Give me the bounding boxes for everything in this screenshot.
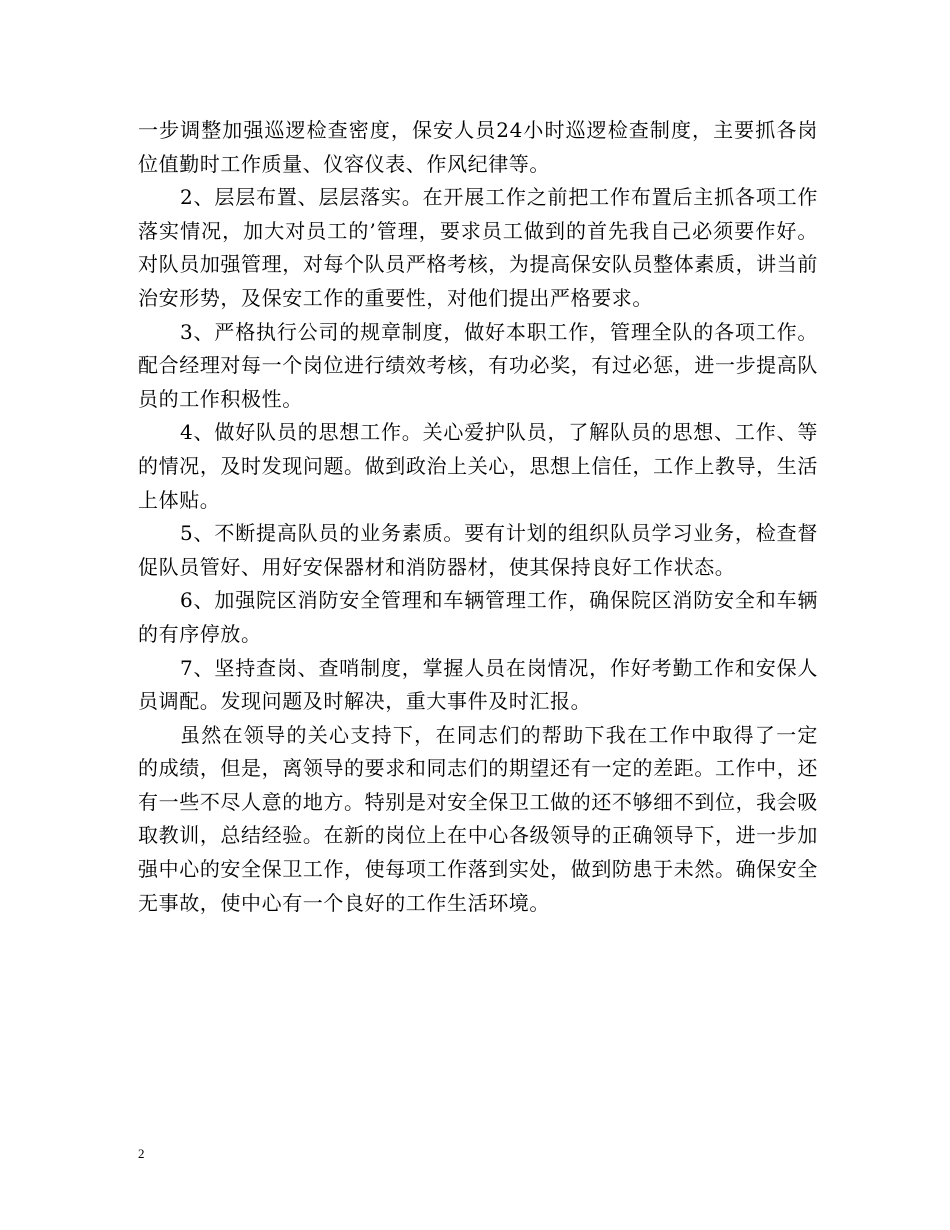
paragraph-item-4: 4、做好队员的思想工作。关心爱护队员，了解队员的思想、工作、等的情况，及时发现问题。做到政治上关心，思想上信任，工作上教导，生活上体贴。 bbox=[138, 420, 818, 512]
paragraph-item-6: 6、加强院区消防安全管理和车辆管理工作，确保院区消防安全和车辆的有序停放。 bbox=[138, 588, 818, 646]
paragraph-item-5: 5、不断提高队员的业务素质。要有计划的组织队员学习业务，检查督促队员管好、用好安保器材和消防器材，使其保持良好工作状态。 bbox=[138, 521, 818, 579]
paragraph-conclusion: 虽然在领导的关心支持下，在同志们的帮助下我在工作中取得了一定的成绩，但是，离领导的要求和同志们的期望还有一定的差距。工作中，还有一些不尽人意的地方。特别是对安全保卫工做的还不够细不到位，我会吸取教训，总结经验。在新的岗位上在中心各级领导的正确领导下，进一步加强中心的安全保卫工作，使每项工作落到实处，做到防患于未然。确保安全无事故，使中心有一个良好的工作生活环境。 bbox=[138, 722, 818, 915]
paragraph-item-2: 2、层层布置、层层落实。在开展工作之前把工作布置后主抓各项工作落实情况，加大对员工的’管理，要求员工做到的首先我自己必须要作好。对队员加强管理，对每个队员严格考核，为提高保安队员整体素质，讲当前治安形势，及保安工作的重要性，对他们提出严格要求。 bbox=[138, 185, 818, 310]
paragraph-item-3: 3、严格执行公司的规章制度，做好本职工作，管理全队的各项工作。配合经理对每一个岗位进行绩效考核，有功必奖，有过必惩，进一步提高队员的工作积极性。 bbox=[138, 319, 818, 411]
paragraph-item-7: 7、坚持查岗、查哨制度，掌握人员在岗情况，作好考勤工作和安保人员调配。发现问题及时解决，重大事件及时汇报。 bbox=[138, 655, 818, 714]
document-body bbox=[138, 114, 818, 920]
page-number: 2 bbox=[138, 1146, 145, 1161]
paragraph-continuation: 一步调整加强巡逻检查密度，保安人员24小时巡逻检查制度，主要抓各岗位值勤时工作质量、仪容仪表、作风纪律等。 bbox=[138, 118, 818, 176]
